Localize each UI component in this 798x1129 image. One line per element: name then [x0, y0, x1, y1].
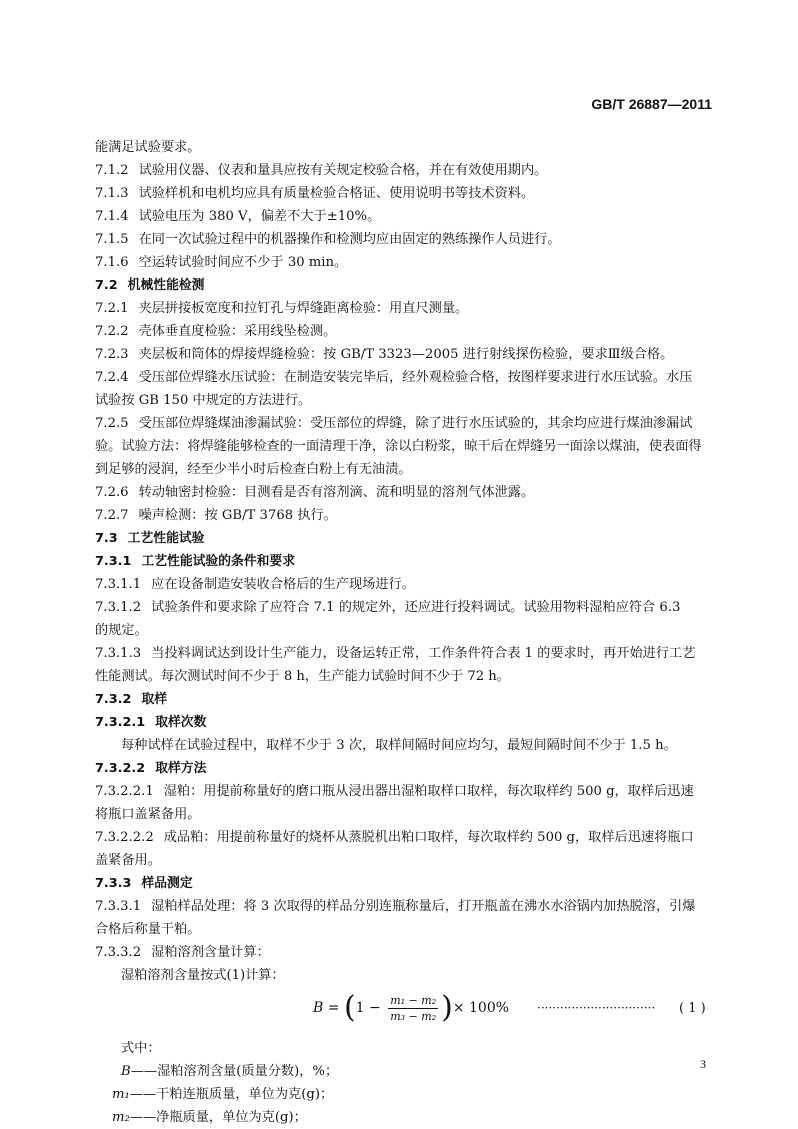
text-line [95, 596, 710, 619]
clause-text: 取样 [141, 692, 168, 707]
formula-one: 1 [355, 1000, 365, 1016]
clause-number: 7.3.1.3 [95, 646, 142, 661]
text-line [95, 826, 710, 849]
text-line [95, 458, 710, 481]
text-line [95, 1037, 710, 1060]
text-line [95, 320, 710, 343]
clause-text: 能满足试验要求。 [95, 140, 201, 155]
clause-text: 每种试样在试验过程中，取样不少于 3 次，取样间隔时间应均匀，最短间隔时间不少于 1.5 h。 [121, 738, 677, 753]
clause-text: 湿粕：用提前称量好的磨口瓶从浸出器出湿粕取样口取样，每次取样约 500 g，取样后迅速 [163, 784, 694, 799]
clause-number: 7.2.3 [95, 347, 129, 362]
definition-text: ——湿粕溶剂含量(质量分数)，%； [130, 1064, 339, 1079]
text-line [95, 504, 710, 527]
clause-text: 验。试验方法：将焊缝能够检查的一面清理干净，涂以白粉浆，晾干后在焊缝另一面涂以煤油，使表面得 [95, 439, 702, 454]
text-line [95, 918, 710, 941]
clause-number: 7.3 [95, 531, 118, 546]
variable-definition [95, 1060, 710, 1083]
clause-number: 7.2.6 [95, 485, 129, 500]
document-body [95, 136, 710, 1129]
clause-text: 应在设备制造安装收合格后的生产现场进行。 [151, 577, 415, 592]
clause-text: 湿粕溶剂含量计算： [151, 945, 270, 960]
clause-text: 样品测定 [141, 876, 193, 891]
clause-text: 工艺性能试验 [127, 531, 205, 546]
clause-number: 7.3.1 [95, 554, 132, 569]
denominator: m₃ − m₂ [390, 1009, 437, 1023]
clause-text: 夹层板和筒体的焊接焊缝检验：按 GB/T 3323—2005 进行射线探伤检验，要求Ⅲ级合格。 [138, 347, 674, 362]
definition-text: ——净瓶质量，单位为克(g)； [129, 1110, 307, 1125]
standard-number: GB/T 26887—2011 [591, 96, 712, 112]
text-line [95, 343, 710, 366]
variable-symbol: m₁ [112, 1087, 130, 1102]
clause-number: 7.2.1 [95, 301, 129, 316]
clause-text: 湿粕溶剂含量按式(1)计算： [121, 968, 285, 983]
clause-number: 7.1.4 [95, 209, 129, 224]
text-line [95, 619, 710, 642]
clause-number: 7.3.1.2 [95, 600, 142, 615]
text-line [95, 849, 710, 872]
clause-text: 机械性能检测 [127, 278, 205, 293]
page-number: 3 [700, 1057, 706, 1071]
formula-1 [95, 987, 710, 1037]
equation-number: ( 1 ) [679, 1001, 706, 1016]
leader-dots: ······························· [537, 1001, 656, 1015]
section-heading [95, 872, 710, 895]
text-line [95, 780, 710, 803]
numerator: m₁ − m₂ [390, 993, 437, 1007]
clause-text: 合格后称量干粕。 [95, 922, 201, 937]
text-line [95, 665, 710, 688]
clause-text: 在同一次试验过程中的机器操作和检测均应由固定的熟练操作人员进行。 [138, 232, 561, 247]
equals-sign: = [323, 1000, 344, 1016]
clause-number: 7.3.3 [95, 876, 132, 891]
clause-text: 受压部位焊缝煤油渗漏试验：受压部位的焊缝，除了进行水压试验的，其余均应进行煤油渗漏试 [138, 416, 693, 431]
clause-number: 7.1.3 [95, 186, 129, 201]
clause-number: 7.3.2.1 [95, 715, 146, 730]
fraction [388, 994, 438, 1023]
clause-number: 7.2.7 [95, 508, 129, 523]
section-heading [95, 550, 710, 573]
text-line [95, 182, 710, 205]
clause-text: 试验按 GB 150 中规定的方法进行。 [95, 393, 312, 408]
clause-number: 7.3.3.2 [95, 945, 142, 960]
clause-text: 到足够的浸润，经至少半小时后检查白粉上有无油渍。 [95, 462, 412, 477]
clause-text: 当投料调试达到设计生产能力，设备运转正常，工作条件符合表 1 的要求时，再开始进行工艺 [151, 646, 696, 661]
text-line [95, 136, 710, 159]
text-line [95, 389, 710, 412]
clause-text: 湿粕样品处理：将 3 次取得的样品分别连瓶称量后，打开瓶盖在沸水水浴锅内加热脱溶，引爆 [151, 899, 696, 914]
section-heading [95, 274, 710, 297]
clause-number: 7.3.2 [95, 692, 132, 707]
clause-number: 7.3.2.2.2 [95, 830, 154, 845]
minus-sign: − [364, 1000, 386, 1016]
clause-text: 性能测试。每次测试时间不少于 8 h，生产能力试验时间不少于 72 h。 [95, 669, 510, 684]
text-line [95, 895, 710, 918]
text-line [95, 228, 710, 251]
formula-lhs: B [313, 1000, 324, 1016]
clause-text: 噪声检测：按 GB/T 3768 执行。 [138, 508, 337, 523]
clause-number: 7.3.2.2.1 [95, 784, 154, 799]
text-line [95, 481, 710, 504]
text-line [95, 205, 710, 228]
clause-number: 7.2.4 [95, 370, 129, 385]
text-line [95, 159, 710, 182]
clause-text: 试验条件和要求除了应符合 7.1 的规定外，还应进行投料调试。试验用物料湿粕应符合 6.3 [151, 600, 681, 615]
text-line [95, 734, 710, 757]
text-line [95, 412, 710, 435]
clause-text: 的规定。 [95, 623, 148, 638]
clause-text: 盖紧备用。 [95, 853, 161, 868]
clause-text: 空运转试验时间应不少于 30 min。 [138, 255, 348, 270]
clause-text: 转动轴密封检验：目测看是否有溶剂滴、流和明显的溶剂气体泄露。 [138, 485, 535, 500]
close-paren: ) [441, 990, 453, 1025]
clause-text: 受压部位焊缝水压试验：在制造安装完毕后，经外观检验合格，按图样要求进行水压试验。水压 [138, 370, 693, 385]
clause-text: 取样次数 [155, 715, 207, 730]
clause-number: 7.2.2 [95, 324, 129, 339]
definition-text: ——干粕连瓶质量，单位为克(g)； [129, 1087, 334, 1102]
text-line [95, 573, 710, 596]
text-line [95, 297, 710, 320]
text-line [95, 366, 710, 389]
variable-symbol: B [121, 1064, 131, 1079]
clause-text: 试验用仪器、仪表和量具应按有关规定校验合格，并在有效使用期内。 [138, 163, 548, 178]
section-heading [95, 688, 710, 711]
text-line [95, 251, 710, 274]
clause-number: 7.3.2.2 [95, 761, 146, 776]
clause-text: 夹层拼接板宽度和拉钉孔与焊缝距离检验：用直尺测量。 [138, 301, 469, 316]
variable-symbol: m₂ [112, 1110, 130, 1125]
clause-number: 7.2.5 [95, 416, 129, 431]
text-line [95, 964, 710, 987]
text-line [95, 435, 710, 458]
clause-text: 将瓶口盖紧备用。 [95, 807, 201, 822]
clause-number: 7.3.3.1 [95, 899, 142, 914]
definition-text: 式中： [121, 1041, 161, 1056]
text-line [95, 941, 710, 964]
clause-number: 7.1.2 [95, 163, 129, 178]
section-heading [95, 527, 710, 550]
clause-number: 7.1.6 [95, 255, 129, 270]
clause-text: 壳体垂直度检验：采用线坠检测。 [138, 324, 337, 339]
section-heading [95, 711, 710, 734]
clause-number: 7.1.5 [95, 232, 129, 247]
clause-text: 取样方法 [155, 761, 207, 776]
formula-expression [313, 990, 510, 1025]
clause-number: 7.2 [95, 278, 118, 293]
clause-number: 7.3.1.1 [95, 577, 142, 592]
text-line [95, 803, 710, 826]
clause-text: 试验样机和电机均应具有质量检验合格证、使用说明书等技术资料。 [138, 186, 535, 201]
formula-times: × 100% [452, 1000, 510, 1016]
open-paren: ( [343, 990, 356, 1025]
variable-definition [95, 1106, 710, 1129]
section-heading [95, 757, 710, 780]
text-line [95, 642, 710, 665]
clause-text: 成品粕：用提前称量好的烧杯从蒸脱机出粕口取样，每次取样约 500 g，取样后迅速将瓶口 [163, 830, 694, 845]
variable-definition [95, 1083, 710, 1106]
clause-text: 试验电压为 380 V，偏差不大于±10%。 [138, 209, 381, 224]
clause-text: 工艺性能试验的条件和要求 [141, 554, 295, 569]
